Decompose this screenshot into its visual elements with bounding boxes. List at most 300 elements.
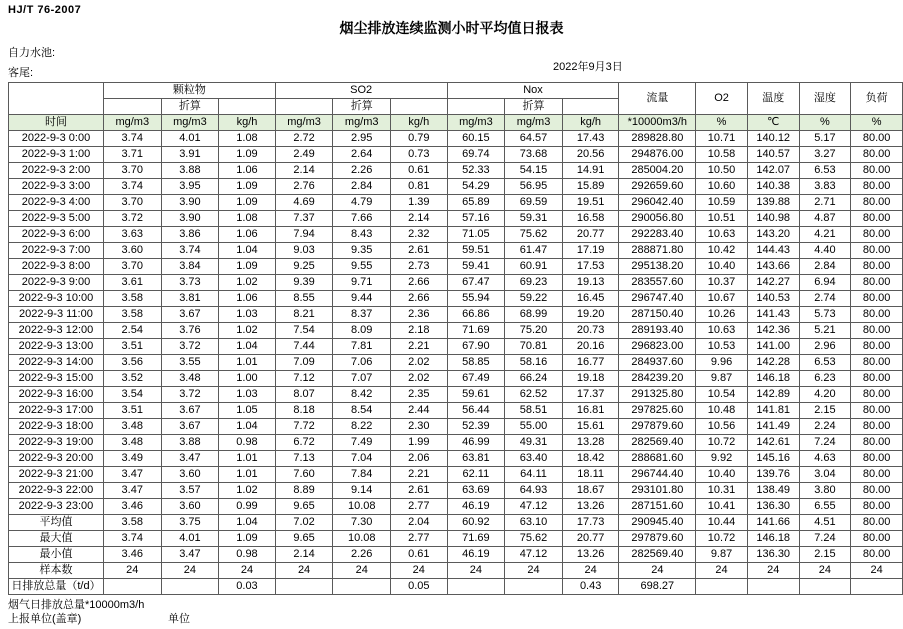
cell-value: 288871.80 xyxy=(619,243,696,259)
emission-total-value xyxy=(333,579,391,595)
cell-time: 2022-9-3 22:00 xyxy=(9,483,104,499)
cell-value: 19.51 xyxy=(562,195,619,211)
cell-value: 3.54 xyxy=(103,387,161,403)
cell-value: 10.08 xyxy=(333,499,391,515)
cell-value: 3.67 xyxy=(161,307,219,323)
header-unit-row xyxy=(9,115,903,131)
cell-value: 3.27 xyxy=(799,147,851,163)
cell-time: 2022-9-3 14:00 xyxy=(9,355,104,371)
cell-value: 3.74 xyxy=(103,179,161,195)
cell-value: 2.61 xyxy=(391,483,448,499)
cell-value: 3.70 xyxy=(103,163,161,179)
cell-value: 8.22 xyxy=(333,419,391,435)
cell-value: 2.21 xyxy=(391,467,448,483)
cell-value: 3.51 xyxy=(103,403,161,419)
header-group-humidity: 湿度 xyxy=(799,83,851,115)
cell-value: 18.42 xyxy=(562,451,619,467)
cell-value: 10.40 xyxy=(696,259,748,275)
summary-value: 4.51 xyxy=(799,515,851,531)
cell-time: 2022-9-3 0:00 xyxy=(9,131,104,147)
cell-value: 80.00 xyxy=(851,467,903,483)
cell-value: 80.00 xyxy=(851,163,903,179)
cell-value: 3.48 xyxy=(161,371,219,387)
cell-value: 2.18 xyxy=(391,323,448,339)
header-sub-nox-1 xyxy=(447,99,505,115)
cell-value: 141.00 xyxy=(747,339,799,355)
cell-value: 10.50 xyxy=(696,163,748,179)
cell-value: 14.91 xyxy=(562,163,619,179)
summary-value: 71.69 xyxy=(447,531,505,547)
cell-value: 10.56 xyxy=(696,419,748,435)
cell-value: 139.88 xyxy=(747,195,799,211)
header-unit-10: *10000m3/h xyxy=(619,115,696,131)
summary-row xyxy=(9,531,903,547)
cell-value: 3.51 xyxy=(103,339,161,355)
cell-value: 296744.40 xyxy=(619,467,696,483)
cell-value: 80.00 xyxy=(851,355,903,371)
header-sub-so2-3 xyxy=(391,99,448,115)
cell-value: 9.92 xyxy=(696,451,748,467)
cell-value: 69.23 xyxy=(505,275,563,291)
header-unit-11: % xyxy=(696,115,748,131)
cell-value: 17.53 xyxy=(562,259,619,275)
header-group-flow: 流量 xyxy=(619,83,696,115)
cell-value: 80.00 xyxy=(851,291,903,307)
cell-value: 7.60 xyxy=(275,467,333,483)
header-group-temperature: 温度 xyxy=(747,83,799,115)
cell-value: 62.11 xyxy=(447,467,505,483)
cell-value: 7.09 xyxy=(275,355,333,371)
cell-value: 1.01 xyxy=(219,467,276,483)
cell-value: 80.00 xyxy=(851,499,903,515)
cell-value: 7.94 xyxy=(275,227,333,243)
table-row xyxy=(9,451,903,467)
cell-value: 142.07 xyxy=(747,163,799,179)
cell-value: 4.01 xyxy=(161,131,219,147)
cell-value: 0.99 xyxy=(219,499,276,515)
cell-value: 283557.60 xyxy=(619,275,696,291)
cell-value: 142.36 xyxy=(747,323,799,339)
cell-value: 80.00 xyxy=(851,147,903,163)
summary-value: 0.61 xyxy=(391,547,448,563)
cell-value: 287151.60 xyxy=(619,499,696,515)
cell-value: 140.57 xyxy=(747,147,799,163)
cell-value: 3.90 xyxy=(161,195,219,211)
cell-value: 296042.40 xyxy=(619,195,696,211)
summary-value: 24 xyxy=(447,563,505,579)
cell-value: 80.00 xyxy=(851,435,903,451)
summary-value: 17.73 xyxy=(562,515,619,531)
cell-value: 20.73 xyxy=(562,323,619,339)
cell-value: 297825.60 xyxy=(619,403,696,419)
cell-value: 0.81 xyxy=(391,179,448,195)
cell-value: 59.51 xyxy=(447,243,505,259)
cell-value: 8.21 xyxy=(275,307,333,323)
summary-value: 24 xyxy=(696,563,748,579)
cell-value: 63.69 xyxy=(447,483,505,499)
cell-value: 10.31 xyxy=(696,483,748,499)
cell-value: 63.81 xyxy=(447,451,505,467)
cell-value: 2.77 xyxy=(391,499,448,515)
cell-value: 1.02 xyxy=(219,483,276,499)
cell-value: 61.47 xyxy=(505,243,563,259)
summary-value: 24 xyxy=(747,563,799,579)
cell-value: 10.58 xyxy=(696,147,748,163)
summary-value: 2.14 xyxy=(275,547,333,563)
cell-value: 18.67 xyxy=(562,483,619,499)
summary-value: 80.00 xyxy=(851,515,903,531)
cell-time: 2022-9-3 10:00 xyxy=(9,291,104,307)
cell-time: 2022-9-3 6:00 xyxy=(9,227,104,243)
cell-value: 2.32 xyxy=(391,227,448,243)
cell-value: 2.54 xyxy=(103,323,161,339)
emission-total-value xyxy=(851,579,903,595)
cell-value: 9.03 xyxy=(275,243,333,259)
cell-value: 3.74 xyxy=(161,243,219,259)
cell-value: 7.06 xyxy=(333,355,391,371)
cell-time: 2022-9-3 18:00 xyxy=(9,419,104,435)
cell-value: 6.53 xyxy=(799,355,851,371)
summary-value: 10.08 xyxy=(333,531,391,547)
cell-value: 7.12 xyxy=(275,371,333,387)
cell-value: 3.46 xyxy=(103,499,161,515)
emission-total-value xyxy=(447,579,505,595)
cell-value: 146.18 xyxy=(747,371,799,387)
cell-value: 3.49 xyxy=(103,451,161,467)
cell-value: 7.84 xyxy=(333,467,391,483)
cell-value: 141.49 xyxy=(747,419,799,435)
emission-total-value xyxy=(103,579,161,595)
cell-value: 4.87 xyxy=(799,211,851,227)
summary-value: 141.66 xyxy=(747,515,799,531)
cell-value: 1.02 xyxy=(219,323,276,339)
header-sub-nox-3 xyxy=(562,99,619,115)
cell-value: 3.76 xyxy=(161,323,219,339)
cell-value: 1.08 xyxy=(219,211,276,227)
cell-value: 8.37 xyxy=(333,307,391,323)
device-label: 客尾: xyxy=(8,67,34,79)
summary-label: 最大值 xyxy=(9,531,104,547)
cell-value: 3.72 xyxy=(161,387,219,403)
report-table xyxy=(8,82,903,595)
cell-value: 1.09 xyxy=(219,195,276,211)
cell-value: 8.07 xyxy=(275,387,333,403)
cell-value: 10.71 xyxy=(696,131,748,147)
cell-value: 80.00 xyxy=(851,339,903,355)
cell-value: 142.61 xyxy=(747,435,799,451)
summary-value: 290945.40 xyxy=(619,515,696,531)
table-row xyxy=(9,275,903,291)
summary-value: 10.72 xyxy=(696,531,748,547)
cell-value: 60.91 xyxy=(505,259,563,275)
cell-value: 1.09 xyxy=(219,259,276,275)
cell-value: 71.05 xyxy=(447,227,505,243)
summary-value: 3.47 xyxy=(161,547,219,563)
summary-row xyxy=(9,563,903,579)
emission-total-value xyxy=(161,579,219,595)
cell-time: 2022-9-3 16:00 xyxy=(9,387,104,403)
cell-time: 2022-9-3 2:00 xyxy=(9,163,104,179)
summary-value: 80.00 xyxy=(851,531,903,547)
cell-value: 67.49 xyxy=(447,371,505,387)
cell-value: 2.96 xyxy=(799,339,851,355)
cell-value: 2.84 xyxy=(799,259,851,275)
header-sub-particulate-3 xyxy=(219,99,276,115)
cell-value: 80.00 xyxy=(851,403,903,419)
header-unit-9: kg/h xyxy=(562,115,619,131)
cell-value: 3.60 xyxy=(161,467,219,483)
cell-value: 10.63 xyxy=(696,227,748,243)
cell-value: 19.13 xyxy=(562,275,619,291)
cell-value: 80.00 xyxy=(851,275,903,291)
cell-value: 2.64 xyxy=(333,147,391,163)
cell-value: 3.47 xyxy=(103,467,161,483)
cell-value: 292283.40 xyxy=(619,227,696,243)
table-row xyxy=(9,195,903,211)
emission-total-row xyxy=(9,579,903,595)
summary-row xyxy=(9,547,903,563)
table-row xyxy=(9,339,903,355)
cell-value: 1.05 xyxy=(219,403,276,419)
cell-value: 296747.40 xyxy=(619,291,696,307)
cell-value: 5.21 xyxy=(799,323,851,339)
cell-value: 287150.40 xyxy=(619,307,696,323)
cell-value: 66.86 xyxy=(447,307,505,323)
cell-value: 9.35 xyxy=(333,243,391,259)
cell-value: 143.66 xyxy=(747,259,799,275)
table-row xyxy=(9,499,903,515)
cell-value: 142.28 xyxy=(747,355,799,371)
cell-value: 80.00 xyxy=(851,419,903,435)
cell-value: 141.43 xyxy=(747,307,799,323)
cell-value: 80.00 xyxy=(851,211,903,227)
cell-value: 13.26 xyxy=(562,499,619,515)
report-date: 2022年9月3日 xyxy=(553,61,623,73)
cell-value: 64.11 xyxy=(505,467,563,483)
cell-value: 2.84 xyxy=(333,179,391,195)
cell-time: 2022-9-3 1:00 xyxy=(9,147,104,163)
cell-value: 7.44 xyxy=(275,339,333,355)
summary-value: 46.19 xyxy=(447,547,505,563)
cell-value: 9.65 xyxy=(275,499,333,515)
cell-value: 4.69 xyxy=(275,195,333,211)
summary-value: 3.46 xyxy=(103,547,161,563)
cell-value: 18.11 xyxy=(562,467,619,483)
summary-value: 24 xyxy=(161,563,219,579)
cell-value: 9.96 xyxy=(696,355,748,371)
cell-value: 80.00 xyxy=(851,259,903,275)
cell-value: 8.43 xyxy=(333,227,391,243)
emission-total-value xyxy=(747,579,799,595)
cell-value: 1.06 xyxy=(219,163,276,179)
cell-value: 136.30 xyxy=(747,499,799,515)
cell-value: 10.72 xyxy=(696,435,748,451)
cell-value: 285004.20 xyxy=(619,163,696,179)
header-unit-2: mg/m3 xyxy=(161,115,219,131)
summary-value: 60.92 xyxy=(447,515,505,531)
cell-value: 10.67 xyxy=(696,291,748,307)
cell-value: 142.27 xyxy=(747,275,799,291)
cell-value: 15.89 xyxy=(562,179,619,195)
table-row xyxy=(9,371,903,387)
table-row xyxy=(9,163,903,179)
cell-value: 58.51 xyxy=(505,403,563,419)
summary-value: 9.65 xyxy=(275,531,333,547)
cell-value: 80.00 xyxy=(851,195,903,211)
cell-value: 2.02 xyxy=(391,371,448,387)
cell-value: 3.61 xyxy=(103,275,161,291)
cell-time: 2022-9-3 13:00 xyxy=(9,339,104,355)
cell-value: 6.53 xyxy=(799,163,851,179)
cell-value: 3.60 xyxy=(161,499,219,515)
summary-value: 63.10 xyxy=(505,515,563,531)
summary-value: 24 xyxy=(851,563,903,579)
header-unit-5: mg/m3 xyxy=(333,115,391,131)
table-row xyxy=(9,387,903,403)
table-row xyxy=(9,259,903,275)
cell-value: 2.66 xyxy=(391,275,448,291)
cell-value: 7.81 xyxy=(333,339,391,355)
header-sub-nox-converted: 折算 xyxy=(505,99,563,115)
cell-value: 297879.60 xyxy=(619,419,696,435)
table-row xyxy=(9,483,903,499)
header-sub-particulate-converted: 折算 xyxy=(161,99,219,115)
cell-value: 2.24 xyxy=(799,419,851,435)
cell-value: 3.74 xyxy=(103,131,161,147)
cell-value: 13.28 xyxy=(562,435,619,451)
cell-value: 8.55 xyxy=(275,291,333,307)
cell-value: 16.77 xyxy=(562,355,619,371)
cell-time: 2022-9-3 8:00 xyxy=(9,259,104,275)
cell-value: 10.51 xyxy=(696,211,748,227)
cell-value: 1.08 xyxy=(219,131,276,147)
summary-row xyxy=(9,515,903,531)
cell-value: 2.26 xyxy=(333,163,391,179)
cell-time: 2022-9-3 4:00 xyxy=(9,195,104,211)
summary-value: 47.12 xyxy=(505,547,563,563)
cell-value: 10.60 xyxy=(696,179,748,195)
cell-value: 5.73 xyxy=(799,307,851,323)
cell-value: 1.06 xyxy=(219,291,276,307)
cell-value: 4.79 xyxy=(333,195,391,211)
cell-value: 141.81 xyxy=(747,403,799,419)
header-sub-so2-converted: 折算 xyxy=(333,99,391,115)
emission-total-value xyxy=(799,579,851,595)
cell-value: 1.09 xyxy=(219,179,276,195)
cell-value: 47.12 xyxy=(505,499,563,515)
cell-value: 54.29 xyxy=(447,179,505,195)
header-unit-4: mg/m3 xyxy=(275,115,333,131)
cell-value: 0.61 xyxy=(391,163,448,179)
summary-value: 24 xyxy=(333,563,391,579)
cell-value: 2.02 xyxy=(391,355,448,371)
page-title: 烟尘排放连续监测小时平均值日报表 xyxy=(339,20,564,36)
cell-time: 2022-9-3 17:00 xyxy=(9,403,104,419)
cell-value: 143.20 xyxy=(747,227,799,243)
cell-value: 8.09 xyxy=(333,323,391,339)
cell-value: 139.76 xyxy=(747,467,799,483)
cell-value: 3.84 xyxy=(161,259,219,275)
cell-value: 289193.40 xyxy=(619,323,696,339)
cell-value: 4.63 xyxy=(799,451,851,467)
table-row xyxy=(9,131,903,147)
header-unit-8: mg/m3 xyxy=(505,115,563,131)
cell-value: 3.83 xyxy=(799,179,851,195)
header-unit-3: kg/h xyxy=(219,115,276,131)
cell-value: 3.56 xyxy=(103,355,161,371)
cell-value: 9.25 xyxy=(275,259,333,275)
cell-value: 289828.80 xyxy=(619,131,696,147)
cell-value: 3.67 xyxy=(161,403,219,419)
cell-value: 145.16 xyxy=(747,451,799,467)
cell-time: 2022-9-3 20:00 xyxy=(9,451,104,467)
cell-value: 7.72 xyxy=(275,419,333,435)
emission-total-value xyxy=(505,579,563,595)
cell-value: 64.93 xyxy=(505,483,563,499)
cell-value: 3.73 xyxy=(161,275,219,291)
cell-value: 294876.00 xyxy=(619,147,696,163)
cell-value: 62.52 xyxy=(505,387,563,403)
cell-value: 4.40 xyxy=(799,243,851,259)
cell-value: 75.20 xyxy=(505,323,563,339)
header-unit-12: ℃ xyxy=(747,115,799,131)
cell-value: 142.89 xyxy=(747,387,799,403)
cell-value: 10.59 xyxy=(696,195,748,211)
cell-value: 1.04 xyxy=(219,339,276,355)
cell-value: 68.99 xyxy=(505,307,563,323)
table-row xyxy=(9,419,903,435)
cell-value: 1.06 xyxy=(219,227,276,243)
cell-value: 67.90 xyxy=(447,339,505,355)
summary-value: 24 xyxy=(505,563,563,579)
cell-value: 59.31 xyxy=(505,211,563,227)
cell-value: 56.44 xyxy=(447,403,505,419)
cell-value: 4.20 xyxy=(799,387,851,403)
cell-value: 3.70 xyxy=(103,195,161,211)
cell-value: 284239.20 xyxy=(619,371,696,387)
cell-value: 3.88 xyxy=(161,435,219,451)
header-unit-6: kg/h xyxy=(391,115,448,131)
summary-value: 4.01 xyxy=(161,531,219,547)
cell-value: 80.00 xyxy=(851,307,903,323)
cell-value: 10.26 xyxy=(696,307,748,323)
table-row xyxy=(9,355,903,371)
summary-value: 7.30 xyxy=(333,515,391,531)
cell-value: 3.55 xyxy=(161,355,219,371)
cell-value: 17.19 xyxy=(562,243,619,259)
summary-value: 136.30 xyxy=(747,547,799,563)
cell-value: 140.98 xyxy=(747,211,799,227)
cell-value: 7.66 xyxy=(333,211,391,227)
header-unit-7: mg/m3 xyxy=(447,115,505,131)
cell-value: 10.42 xyxy=(696,243,748,259)
header-unit-time: 时间 xyxy=(9,115,104,131)
cell-value: 46.99 xyxy=(447,435,505,451)
cell-value: 64.57 xyxy=(505,131,563,147)
cell-time: 2022-9-3 15:00 xyxy=(9,371,104,387)
cell-value: 2.74 xyxy=(799,291,851,307)
cell-value: 65.89 xyxy=(447,195,505,211)
cell-value: 7.37 xyxy=(275,211,333,227)
cell-value: 55.94 xyxy=(447,291,505,307)
cell-value: 282569.40 xyxy=(619,435,696,451)
cell-time: 2022-9-3 19:00 xyxy=(9,435,104,451)
cell-value: 3.60 xyxy=(103,243,161,259)
cell-time: 2022-9-3 5:00 xyxy=(9,211,104,227)
header-sub-so2-1 xyxy=(275,99,333,115)
cell-value: 70.81 xyxy=(505,339,563,355)
footnote-reporting-unit: 上报单位(盖章) xyxy=(8,613,82,625)
